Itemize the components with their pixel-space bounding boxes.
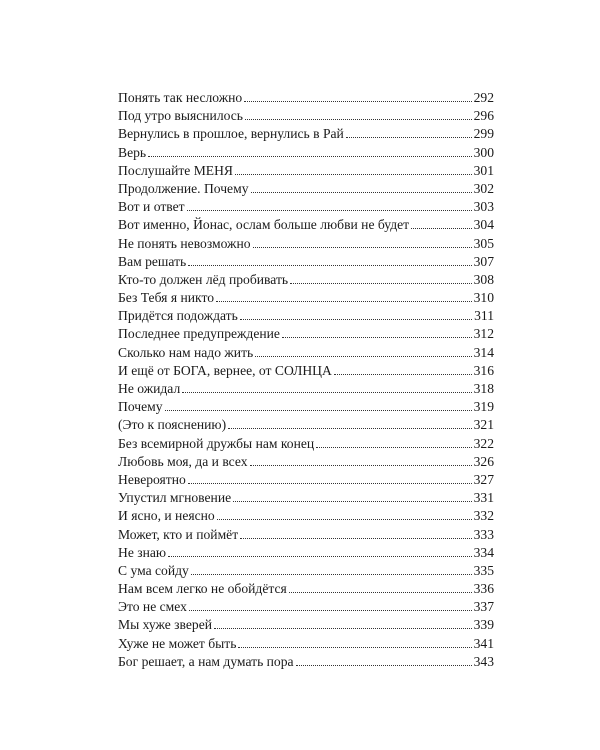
toc-entry-title: Упустил мгновение [118,490,232,506]
toc-entry-page-number: 341 [473,635,494,651]
toc-entry-page-number: 311 [474,308,494,324]
toc-entry-page-number: 301 [473,162,494,178]
toc-entry-page-number: 343 [473,653,494,669]
toc-entry-title: Вот и ответ [118,199,185,215]
toc-entry [118,598,494,616]
toc-entry-page-number: 312 [473,326,494,342]
toc-entry [118,144,494,162]
dot-leader [245,119,472,120]
toc-entry [118,562,494,580]
dot-leader [217,519,472,520]
dot-leader [290,283,472,284]
toc-entry-title: Хуже не может быть [118,635,237,651]
toc-entry [118,325,494,343]
toc-entry-title: Нам всем легко не обойдётся [118,581,287,597]
dot-leader [216,301,472,302]
toc-entry-title: Без всемирной дружбы нам конец [118,435,315,451]
dot-leader [188,483,472,484]
dot-leader [240,538,471,539]
dot-leader [282,337,472,338]
dot-leader [238,647,471,648]
dot-leader [346,137,472,138]
dot-leader [289,592,472,593]
toc-entry [118,289,494,307]
dot-leader [214,628,472,629]
toc-entry [118,198,494,216]
toc-entry-title: С ума сойду [118,562,189,578]
dot-leader [411,228,471,229]
toc-entry-page-number: 299 [473,126,494,142]
toc-entry-page-number: 308 [473,271,494,287]
dot-leader [235,174,472,175]
toc-entry-page-number: 322 [473,435,494,451]
toc-entry-title: Невероятно [118,471,186,487]
toc-entry-page-number: 336 [473,581,494,597]
dot-leader [165,410,472,411]
toc-entry-page-number: 316 [473,362,494,378]
toc-entry [118,489,494,507]
toc-entry [118,507,494,525]
toc-entry-page-number: 327 [473,471,494,487]
toc-entry-title: Вот именно, Йонас, ослам больше любви не будет [118,217,410,233]
toc-entry-title: Это не смех [118,599,187,615]
toc-entry-title: Придётся подождать [118,308,238,324]
dot-leader [168,556,472,557]
toc-entry-page-number: 332 [473,508,494,524]
toc-entry-title: Мы хуже зверей [118,617,213,633]
toc-entry-page-number: 310 [473,290,494,306]
toc-entry-page-number: 321 [473,417,494,433]
toc-entry [118,416,494,434]
dot-leader [334,374,472,375]
toc-entry-title: Не понять невозможно [118,235,251,251]
toc-entry-page-number: 305 [473,235,494,251]
toc-entry-page-number: 326 [473,453,494,469]
toc-entry [118,453,494,471]
toc-entry [118,180,494,198]
toc-entry [118,271,494,289]
toc-entry-page-number: 335 [473,562,494,578]
toc-entry [118,307,494,325]
toc-entry-page-number: 302 [473,180,494,196]
dot-leader [148,156,472,157]
toc-entry [118,435,494,453]
toc-entry [118,616,494,634]
toc-entry [118,380,494,398]
toc-entry-page-number: 307 [473,253,494,269]
toc-entry [118,653,494,671]
toc-entry-title: Продолжение. Почему [118,180,249,196]
toc-entry-page-number: 319 [473,399,494,415]
toc-entry [118,544,494,562]
toc-entry-title: Бог решает, а нам думать пора [118,653,294,669]
dot-leader [189,610,472,611]
dot-leader [251,192,472,193]
toc-entry [118,235,494,253]
dot-leader [244,101,471,102]
toc-entry [118,362,494,380]
toc-entry [118,89,494,107]
toc-entry-title: Послушайте МЕНЯ [118,162,233,178]
toc-entry-page-number: 331 [473,490,494,506]
toc-entry-page-number: 292 [473,90,494,105]
dot-leader [253,247,472,248]
dot-leader [316,447,471,448]
toc-entry-page-number: 334 [473,544,494,560]
toc-entry-title: Не знаю [118,544,167,560]
toc-entry-page-number: 337 [473,599,494,615]
toc-entry [118,635,494,653]
toc-entry [118,471,494,489]
toc-entry-page-number: 304 [473,217,494,233]
table-of-contents [118,89,494,671]
toc-entry-page-number: 333 [473,526,494,542]
toc-entry-title: Вернулись в прошлое, вернулись в Рай [118,126,344,142]
toc-entry-page-number: 339 [473,617,494,633]
toc-entry-title: Не ожидал [118,381,181,396]
toc-entry-title: Верь [118,144,147,160]
toc-entry-page-number: 296 [473,108,494,124]
toc-entry-title: Последнее предупреждение [118,326,280,342]
toc-entry [118,253,494,271]
toc-entry-title: Вам решать [118,253,187,269]
dot-leader [187,210,472,211]
toc-entry-title: Любовь моя, да и всех [118,453,248,469]
dot-leader [191,574,472,575]
dot-leader [182,392,471,393]
toc-entry [118,344,494,362]
dot-leader [228,428,472,429]
toc-entry-title: Сколько нам надо жить [118,344,254,360]
toc-entry-page-number: 303 [473,199,494,215]
toc-entry [118,580,494,598]
toc-entry-title: Может, кто и поймёт [118,526,239,542]
toc-entry-title: Понять так несложно [118,90,243,105]
toc-entry-page-number: 314 [473,344,494,360]
toc-entry [118,398,494,416]
dot-leader [188,265,471,266]
toc-entry-title: Под утро выяснилось [118,108,243,124]
toc-entry [118,216,494,234]
toc-entry-title: (Это к пояснению) [118,417,227,433]
toc-entry-title: Кто-то должен лёд пробивать [118,271,289,287]
toc-entry-title: И ещё от БОГА, вернее, от СОЛНЦА [118,362,332,378]
toc-entry-page-number: 318 [473,381,494,396]
toc-entry [118,125,494,143]
dot-leader [255,356,471,357]
toc-entry [118,526,494,544]
toc-entry [118,162,494,180]
dot-leader [250,465,472,466]
toc-entry [118,107,494,125]
toc-entry-title: И ясно, и неясно [118,508,215,524]
dot-leader [296,665,472,666]
toc-entry-title: Без Тебя я никто [118,290,215,306]
toc-entry-title: Почему [118,399,163,415]
dot-leader [233,501,471,502]
dot-leader [240,319,472,320]
toc-entry-page-number: 300 [473,144,494,160]
